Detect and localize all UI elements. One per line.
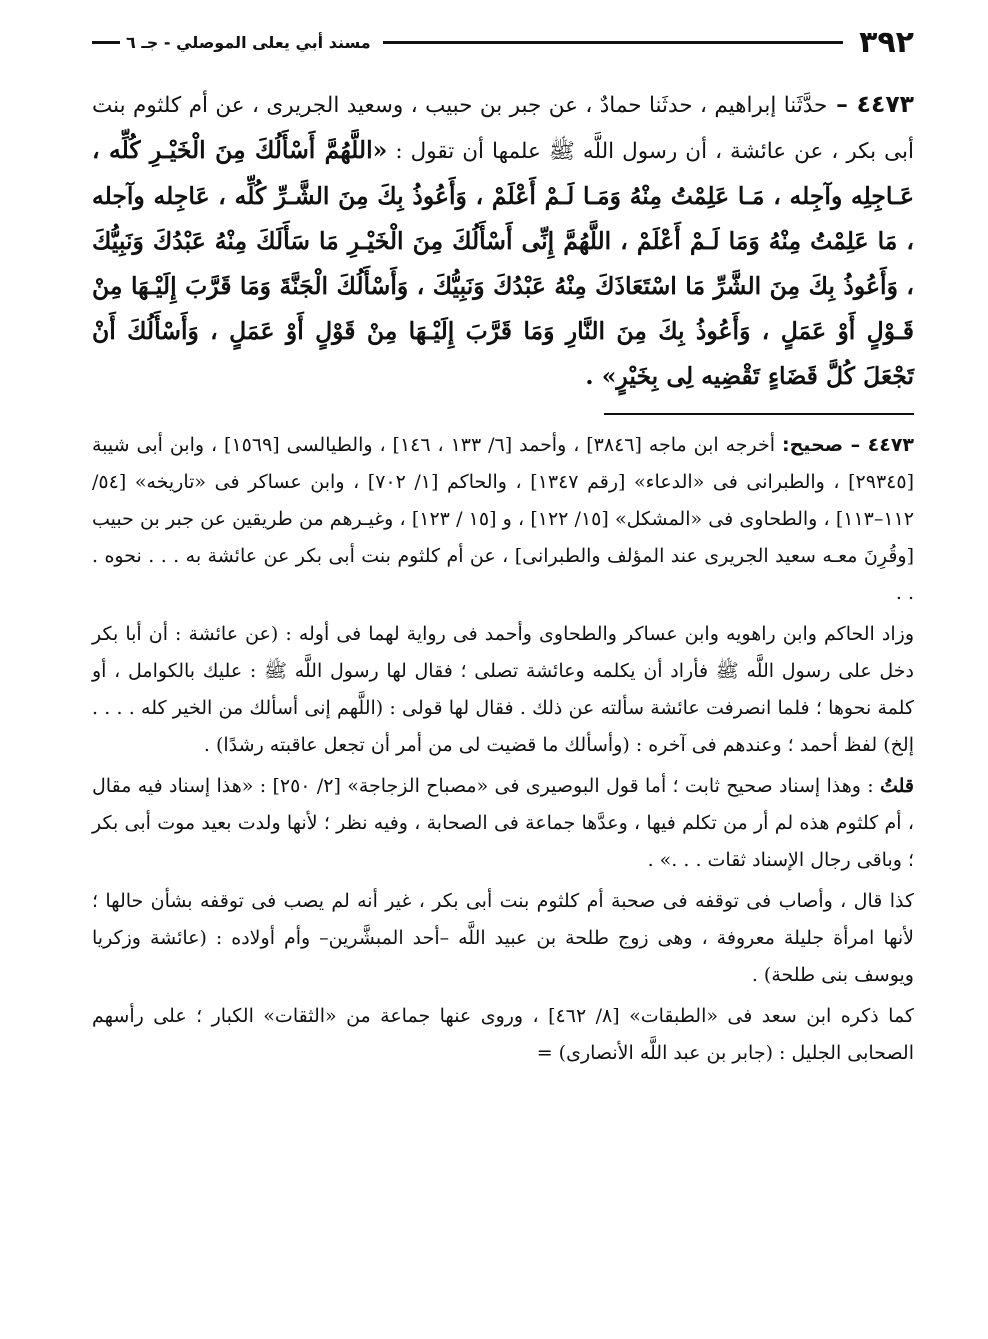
footnotes bbox=[92, 427, 914, 1072]
header-rule-short bbox=[92, 41, 120, 44]
discussion-paragraph: كذا قال ، وأصاب فى توقفه فى صحبة أم كلثوم بنت أبى بكر ، غير أنه لم يصب فى توقفه بشأن حالها ؛ لأنها امرأة جليلة معروفة ، وهى زوج طلحة بن عبيد اللَّه –أحد المبشَّرين– وأم أولاده : (عائشة وزكريا ويوسف بنى طلحة) . bbox=[92, 890, 914, 986]
author-comment-paragraph bbox=[92, 768, 914, 879]
additions-paragraph: وزاد الحاكم وابن راهويه وابن عساكر والطحاوى وأحمد فى رواية لهما فى أوله : (عن عائشة : أن أبا بكر دخل على رسول اللَّه ﷺ فأراد أن يكلمه وعائشة تصلى ؛ فقال لها رسول اللَّه ﷺ : عليك بالكوامل ، أو كلمة نحوها ؛ فلما انصرفت عائشة سألته عن ذلك . فقال لها قولى : (اللَّهم إنى أسألك من الخير كله . . . . إلخ) لفظ أحمد ؛ وعندهم فى آخره : (وأسألك ما قضيت لى من أمر أن تجعل عاقبته رشدًا) . bbox=[92, 623, 914, 756]
hadith-dash: – bbox=[836, 90, 848, 118]
author-comment-heading: قلتُ bbox=[879, 775, 914, 797]
hadith-text-block bbox=[92, 82, 914, 399]
sources-paragraph: كما ذكره ابن سعد فى «الطبقات» [٨/ ٤٦٢] ، وروى عنها جماعة من «الثقات» الكبار ؛ على رأسهم الصحابى الجليل : (جابر بن عبد اللَّه الأنصارى) = bbox=[92, 1005, 914, 1064]
takhrij-heading: ٤٤٧٣ – صحيح: bbox=[782, 434, 915, 456]
book-page bbox=[92, 22, 914, 1322]
takhrij-body: أخرجه ابن ماجه [٣٨٤٦] ، وأحمد [٦/ ١٣٣ ، ١٤٦] ، والطيالسى [١٥٦٩] ، وابن أبى شيبة [٢٩٣٤٥] ، والطبرانى فى «الدعاء» [رقم ١٣٤٧] ، والحاكم [١/ ٧٠٢] ، وابن عساكر فى «تاريخه» [٥٤/ ١١٢–١١٣] ، والطحاوى فى «المشكل» [١٥/ ١٢٢] ، و [١٥ / ١٢٣] ، وغيـرهم من طريقين عن جبر بن حبيب [وقُرِنَ معـه سعيد الجريرى عند المؤلف والطبرانى] ، عن أم كلثوم بنت أبى بكر عن عائشة به . . . نحوه . . . bbox=[92, 434, 914, 604]
footnote-separator bbox=[604, 413, 914, 415]
book-title: مسند أبي يعلى الموصلي - جـ ٦ bbox=[126, 32, 371, 52]
hadith-isnad: حدَّثَنا إبراهيم ، حدثَنا حمادٌ ، عن جبر بن حبيب ، وسعيد الجريرى ، عن أم كلثوم بنت أبى بكر ، عن عائشة ، أن رسول اللَّه ﷺ علمها أن تقول : bbox=[92, 93, 914, 164]
author-comment-body: : وهذا إسناد صحيح ثابت ؛ أما قول البوصيرى فى «مصباح الزجاجة» [٢/ ٢٥٠] : «هذا إسناد فيه مقال ، أم كلثوم هذه لم أر من تكلم فيها ، وعدَّها جماعة فى الصحابة ، وفيه نظر ؛ لأنها ولدت بعيد موت أبى بكر ؛ وباقى رجال الإسناد ثقات . . .» . bbox=[92, 775, 914, 871]
takhrij-paragraph bbox=[92, 427, 914, 612]
page-header bbox=[92, 22, 914, 62]
page-number: ٣٩٢ bbox=[859, 24, 914, 60]
hadith-matn: «اللَّهُمَّ أَسْأَلُكَ مِنَ الْخَيْـرِ كُلِّه ، عَـاجِلِه وآجِله ، مَـا عَلِمْتُ مِنْهُ وَمَـا لَـمْ أَعْلَمْ ، وَأَعُوذُ بِكَ مِنَ الشَّـرِّ كُلِّه ، عَاجِله وآجله ، مَا عَلِمْتُ مِنْهُ وَمَا لَـمْ أَعْلَمْ ، اللَّهُمَّ إِنِّى أَسْأَلُكَ مِنَ الْخَيْـرِ مَا سَأَلَكَ مِنْهُ عَبْدُكَ وَنَبِيُّكَ ، وَأَعُوذُ بِكَ مِنَ الشَّرِّ مَا اسْتَعَاذَكَ مِنْهُ عَبْدُكَ وَنَبِيُّكَ ، وَأَسْأَلُكَ الْجَنَّةَ وَمَا قَرَّبَ إِلَيْـهَا مِنْ قَـوْلٍ أَوْ عَمَلٍ ، وَأَعُوذُ بِكَ مِنَ النَّارِ وَمَا قَرَّبَ إِلَيْـهَا مِنْ قَوْلٍ أَوْ عَمَلٍ ، وَأَسْأَلُكَ أَنْ تَجْعَلَ كُلَّ قَضَاءٍ تَقْضِيه لِى بِخَيْرٍ» . bbox=[92, 136, 914, 390]
hadith-number: ٤٤٧٣ bbox=[856, 90, 915, 118]
header-rule bbox=[383, 41, 843, 44]
